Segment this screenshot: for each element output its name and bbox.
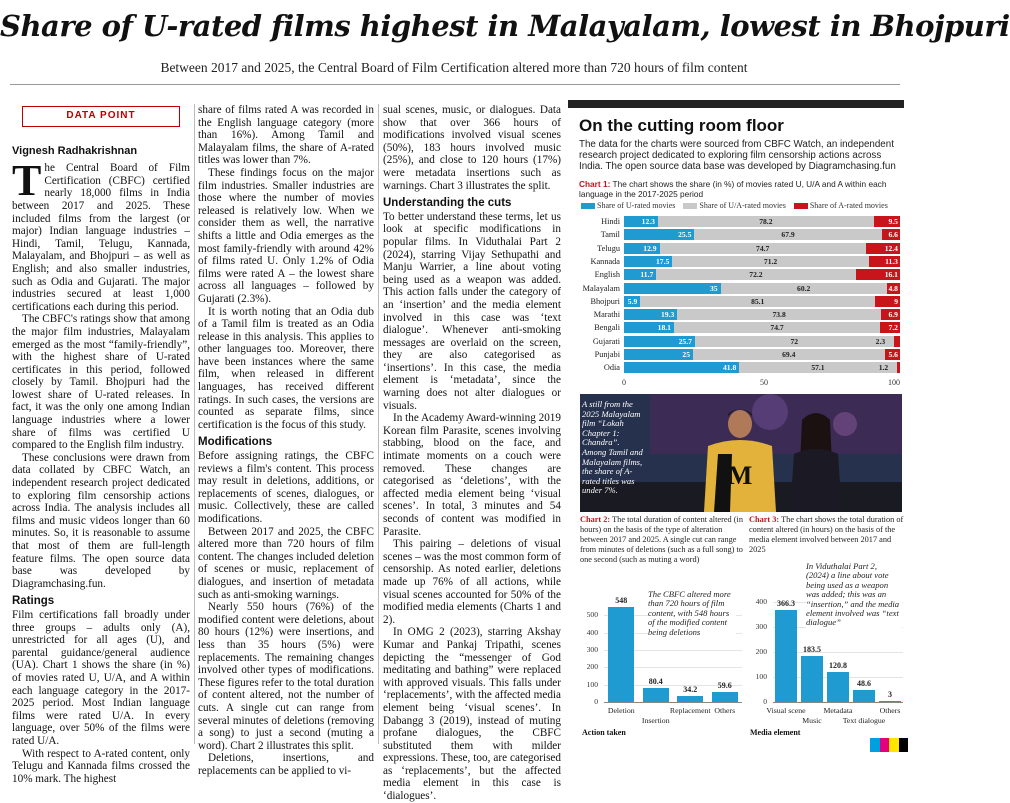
photo-caption: A still from the 2025 Malayalam film “Lokah Chapter 1: Chandra”. Among Tamil and Malayalam films, the share of A-rated titles was under 7%. bbox=[582, 399, 643, 496]
printer-color-bar bbox=[870, 738, 908, 752]
x-tick-label: Insertion bbox=[641, 716, 670, 725]
paragraph: This pairing – deletions of visual scenes – was the most common form of censorship. As noted earlier, deletions made up 76% of all actions, while visual scenes accounted for 50% of the modified media elements (Charts 1 and 2). bbox=[383, 538, 561, 626]
paragraph: Deletions, insertions, and replacements can be applied to vi- bbox=[198, 752, 374, 777]
paragraph: With respect to A-rated content, only Telugu and Kannada films crossed the 10% mark. The highest bbox=[12, 747, 190, 785]
chart1-bar-a: 7.2 bbox=[880, 322, 900, 333]
y-tick: 0 bbox=[594, 697, 598, 706]
chart1-bar-u: 12.3 bbox=[624, 216, 658, 227]
chart1-category-label: Tamil bbox=[600, 230, 620, 240]
chart2-annotation: The CBFC altered more than 720 hours of film content, with 548 hours of the modified content being deletions bbox=[648, 590, 736, 637]
chart1-category-label: Punjabi bbox=[594, 350, 620, 359]
paragraph: share of films rated A was recorded in the English language category (more than 16%). Among Tamil and Malayalam films, the share of A-rated titles was lower than 7%. bbox=[198, 104, 374, 167]
chart1-stacked-bars bbox=[568, 212, 904, 387]
chart1-bar-u: 25 bbox=[624, 349, 693, 360]
chart1-bar-ua: 57.1 bbox=[739, 362, 896, 373]
y-tick: 200 bbox=[755, 647, 767, 656]
chart1-row bbox=[568, 336, 904, 347]
x-tick-label: Text dialogue bbox=[842, 716, 886, 725]
chart1-bar-ua: 60.2 bbox=[721, 283, 887, 294]
x-axis-line bbox=[773, 702, 903, 703]
chart1-row bbox=[568, 229, 904, 240]
y-tick: 100 bbox=[586, 679, 598, 689]
y-tick: 400 bbox=[755, 597, 767, 606]
chart1-bar-u: 12.9 bbox=[624, 243, 660, 254]
chart1-row bbox=[568, 243, 904, 254]
x-tick-label: Metadata bbox=[823, 706, 853, 715]
chart1-category-label: Odia bbox=[603, 363, 620, 373]
paragraph: sual scenes, music, or dialogues. Data show that over 366 hours of modifications involved visual scenes (50%), 183 hours involved music (25%), and close to 120 hours (17%) were metadata insertions such as warnings. Chart 3 illustrates the split. bbox=[383, 104, 561, 192]
chart1-row bbox=[568, 309, 904, 320]
legend-ua: Share of U/A-rated movies bbox=[683, 201, 785, 210]
chart1-bar-u: 25.7 bbox=[624, 336, 695, 347]
bar-value-label: 3 bbox=[888, 690, 892, 700]
subheading-modifications: Modifications bbox=[198, 436, 273, 449]
chart1-category-label: Malayalam bbox=[582, 283, 620, 293]
chart1-bar-ua: 74.7 bbox=[674, 322, 880, 333]
chart1-bar-a: 9.5 bbox=[874, 216, 900, 227]
chart1-row bbox=[568, 283, 904, 294]
chart1-category-label: Telugu bbox=[597, 243, 620, 253]
chart1-bar-ua: 74.7 bbox=[660, 243, 866, 254]
paragraph: In OMG 2 (2023), starring Akshay Kumar and Pankaj Tripathi, scenes depicting the “messenger of God meditating and bathing” were replaced with approved visuals. This falls under ‘replacements’, with the affected media element being ‘visual scenes’. In Dabangg 3 (2019), instead of muting profane dialogues, the CBFC substituted them with milder expressions. These, too, are categorised as ‘replacements’, but the affected media element in this case is ‘dialogues’. bbox=[383, 626, 561, 803]
legend-u: Share of U-rated movies bbox=[581, 201, 675, 210]
chart1-row bbox=[568, 362, 904, 373]
bar-value-label: 34.2 bbox=[683, 685, 698, 695]
paragraph: Before assigning ratings, the CBFC reviews a film's content. This process may result in deletions, additions, or replacements of scenes, dialogues, or music. Collectively, these are called modifications. bbox=[198, 450, 374, 525]
chart1-row bbox=[568, 216, 904, 227]
y-tick: 200 bbox=[586, 662, 598, 672]
x-tick-label: Others bbox=[879, 706, 901, 715]
chart3-caption: Chart 3: The chart shows the total duration of content altered (in hours) on the basis of the media element involved between 2017 and 2025 bbox=[749, 515, 904, 554]
chart1-bar-a: 6.9 bbox=[881, 309, 900, 320]
bar-value-label: 548 bbox=[615, 596, 628, 606]
x-tick-label: Music bbox=[802, 716, 822, 725]
bar-value-label: 120.8 bbox=[829, 660, 847, 670]
chart1-bar-u: 19.3 bbox=[624, 309, 677, 320]
chart1-bar-a: 5.6 bbox=[885, 349, 900, 360]
x-tick-label: Others bbox=[714, 706, 736, 715]
column-2 bbox=[198, 104, 374, 777]
bar bbox=[827, 672, 849, 702]
bar bbox=[853, 690, 875, 702]
section-tag: DATA POINT bbox=[22, 106, 180, 127]
chart1-bar-a: 12.4 bbox=[866, 243, 900, 254]
chart1-row bbox=[568, 349, 904, 360]
headline: Share of U-rated films highest in Malayalam, lowest in Bhojpuri bbox=[0, 9, 1010, 43]
chart1-bar-u: 35 bbox=[624, 283, 721, 294]
top-rule bbox=[10, 84, 900, 85]
chart1-bar-u: 5.9 bbox=[624, 296, 640, 307]
chart1-x-tick: 50 bbox=[760, 377, 768, 387]
bar bbox=[608, 607, 634, 702]
bar bbox=[775, 610, 797, 702]
x-tick-label: Visual scene bbox=[766, 706, 806, 715]
chart1-row bbox=[568, 269, 904, 280]
bar-value-label: 80.4 bbox=[648, 677, 663, 687]
chart1-bar-ua: 72 bbox=[695, 336, 894, 347]
chart1-bar-a-label: 2.3 bbox=[875, 336, 886, 346]
chart1-bar-u: 25.5 bbox=[624, 229, 694, 240]
paragraph: These findings focus on the major film industries. Smaller industries are those where the number of movies released is relatively low. When we consider them as well, the narrative shifts a little and Odia emerges as the most family-friendly with around 42% of films rated U. Only 1.2% of Odia films were rated A – the lowest share across all languages – followed by Gujarati (2.3%). bbox=[198, 166, 374, 305]
chart1-bar-u: 17.5 bbox=[624, 256, 672, 267]
paragraph: These conclusions were drawn from data collated by CBFC Watch, an independent research project dedicated to exploring film censorship actions across India. The analysis includes all films and music videos longer than 60 minutes. So, it is reasonable to assume that most of them are full-length feature films. The open source data base was developed by Diagramchasing.fun. bbox=[12, 451, 190, 590]
chart1-bar-a bbox=[897, 362, 900, 373]
chart1-bar-ua: 85.1 bbox=[640, 296, 875, 307]
chart1-bar-ua: 71.2 bbox=[672, 256, 869, 267]
subheadline: Between 2017 and 2025, the Central Board of Film Certification altered more than 720 hours of film content bbox=[160, 60, 748, 75]
bar-value-label: 183.5 bbox=[803, 645, 821, 655]
chart1-category-label: Hindi bbox=[601, 217, 620, 226]
chart1-bar-a: 11.3 bbox=[869, 256, 900, 267]
paragraph: In the Academy Award-winning 2019 Korean film Parasite, scenes involving stabbing, blood on the face, and intimate moments on a couch were removed. These changes are categorised as ‘deletions’, with the affected media element being ‘visual scenes’. In total, 3 minutes and 54 seconds of content was modified in Parasite. bbox=[383, 412, 561, 538]
x-axis-line bbox=[604, 702, 742, 703]
y-tick: 100 bbox=[755, 672, 767, 681]
paragraph: The CBFC's ratings show that among the major film industries, Malayalam emerged as the most “family-friendly”, with the highest share of U-rated certificates in this period, followed closely by Tamil. Bhojpuri had the lowest share of U-rated releases. In fact, it was the only one among Indian language industries where a lower share of films was certified U compared to the English film industry. bbox=[12, 313, 190, 452]
chart3-annotation: In Viduthalai Part 2, (2024) a line about vote being used as a weapon was added; this was an “insertion,” and the media element involved was “text dialogue” bbox=[806, 562, 902, 628]
chart1-bar-a: 16.1 bbox=[856, 269, 900, 280]
panel-intro: The data for the charts were sourced from CBFC Watch, an independent research project dedicated to exploring film censorship actions across India. The open source data base was developed by Diagramchasing.fun bbox=[579, 139, 896, 173]
chart1-bar-a: 4.8 bbox=[888, 283, 898, 293]
chart1-legend bbox=[581, 201, 888, 210]
dropcap: T bbox=[12, 156, 42, 206]
chart1-bar-u: 11.7 bbox=[624, 269, 656, 280]
bar bbox=[801, 656, 823, 702]
chart1-bar-ua: 69.4 bbox=[693, 349, 885, 360]
panel-title: On the cutting room floor bbox=[579, 116, 784, 135]
byline: Vignesh Radhakrishnan bbox=[12, 144, 138, 157]
column-divider bbox=[378, 104, 379, 744]
x-tick-label: Replacement bbox=[669, 706, 711, 715]
chart1-x-tick: 100 bbox=[888, 377, 900, 387]
chart1-bar-ua: 72.2 bbox=[656, 269, 855, 280]
chart1-category-label: English bbox=[594, 270, 620, 280]
chart1-bar-a: 6.6 bbox=[882, 229, 900, 240]
bar-value-label: 48.6 bbox=[857, 678, 871, 688]
y-tick: 300 bbox=[755, 622, 767, 631]
subheading-understanding-cuts: Understanding the cuts bbox=[383, 197, 512, 210]
paragraph: To better understand these terms, let us look at specific modifications in popular films. In Viduthalai Part 2 (2024), starring Vijay Sethupathi and Manju Warrier, a line about voting being used as a weapon was added. This action falls under the category of an ‘insertion’ and the media element involved in this case was ‘text dialogue’. Whenever anti-smoking messages are overlaid on the screen, they are also categorised as ‘insertions’. In this case, the media element is ‘metadata’, since the warning does not alter dialogues or visuals. bbox=[383, 210, 561, 412]
chart1-bar-a bbox=[894, 336, 900, 347]
chart1-category-label: Gujarati bbox=[592, 336, 620, 346]
chart1-category-label: Bengali bbox=[594, 323, 620, 333]
chart1-category-label: Marathi bbox=[593, 310, 620, 320]
chart3-axis-title: Media element bbox=[750, 728, 801, 737]
bar bbox=[643, 688, 669, 702]
chart1-bar-ua: 78.2 bbox=[658, 216, 874, 227]
y-tick: 400 bbox=[586, 627, 598, 637]
chart1-category-label: Bhojpuri bbox=[590, 296, 620, 306]
chart1-row bbox=[568, 322, 904, 333]
column-3 bbox=[383, 104, 561, 803]
y-tick: 300 bbox=[586, 645, 598, 654]
bar bbox=[712, 692, 738, 702]
paragraph: Between 2017 and 2025, the CBFC altered more than 720 hours of film content. The changes included deletion of scenes or music, replacement of dialogues, and insertion of metadata such as anti-smoking warnings. bbox=[198, 525, 374, 601]
column-divider bbox=[194, 104, 195, 744]
bar-value-label: 366.3 bbox=[777, 599, 795, 609]
paragraph: It is worth noting that an Odia dub of a Tamil film is treated as an Odia release in this analysis. This applies to other languages too. Moreover, there have been instances where the same film, when released in different languages, has received different ratings. In such cases, the versions are counted as separate films, since certification is the focus of this study. bbox=[198, 305, 374, 431]
x-tick-label: Deletion bbox=[607, 706, 635, 715]
paragraph: Nearly 550 hours (76%) of the modified content were deletions, about 80 hours (12%) were insertions, and less than 35 hours (5%) were replacements. The remaining changes involved other types of modifications. These figures refer to the total duration of content altered, not the number of cuts. A single cut can range from several minutes of deletions (removing a song) to just a second (muting a word). Chart 2 illustrates this split. bbox=[198, 601, 374, 752]
chart1-bar-ua: 73.8 bbox=[677, 309, 881, 320]
chart1-bar-a-label: 1.2 bbox=[878, 363, 889, 373]
chart1-bar-u: 18.1 bbox=[624, 322, 674, 333]
paragraph: Film certifications fall broadly under three groups – adults only (A), unrestricted for all ages (U), and parental guidance/general audience (UA). Chart 1 shows the share (in %) of movies rated U, U/A, and A within each language category in the 2017-2025 period. Most Indian language films were rated U/A. In every language, over 50% of the films were rated U/A. bbox=[12, 608, 190, 747]
subheading-ratings: Ratings bbox=[12, 595, 55, 608]
y-tick: 500 bbox=[586, 610, 598, 620]
bar-value-label: 59.6 bbox=[717, 680, 732, 690]
y-tick: 0 bbox=[763, 697, 767, 706]
lead-paragraph: The Central Board of Film Certification (CBFC) certified nearly 18,000 films in India between 2017 and 2025. These included films from the largest (or major) Indian language industries – Hindi, Tamil, Telugu, Kannada, Malayalam, and Bhojpuri – as well as English; and also smaller industries, such as Odia and Gujarati. The major industries secured at least 1,000 certifications each during this period. bbox=[12, 156, 190, 313]
legend-a: Share of A-rated movies bbox=[794, 201, 888, 210]
chart1-row bbox=[568, 256, 904, 267]
chart2-axis-title: Action taken bbox=[582, 728, 626, 737]
chart1-category-label: Kannada bbox=[590, 256, 620, 266]
column-1 bbox=[12, 104, 190, 785]
chart1-x-tick: 0 bbox=[622, 377, 626, 387]
chart2-caption: Chart 2: The total duration of content altered (in hours) on the basis of the type of alteration between 2017 and 2025. A single cut can range from minutes of deletions (such as a full song) to one second (such as muting a word) bbox=[580, 515, 743, 564]
chart1-caption: Chart 1: The chart shows the share (in %) of movies rated U, U/A and A within each language in the 2017-2025 period bbox=[579, 178, 887, 199]
chart1-bar-a: 9 bbox=[875, 296, 900, 307]
svg-text:M: M bbox=[727, 461, 753, 490]
chart1-row bbox=[568, 296, 904, 307]
chart1-bar-ua: 67.9 bbox=[694, 229, 881, 240]
chart1-bar-u: 41.8 bbox=[624, 362, 739, 373]
